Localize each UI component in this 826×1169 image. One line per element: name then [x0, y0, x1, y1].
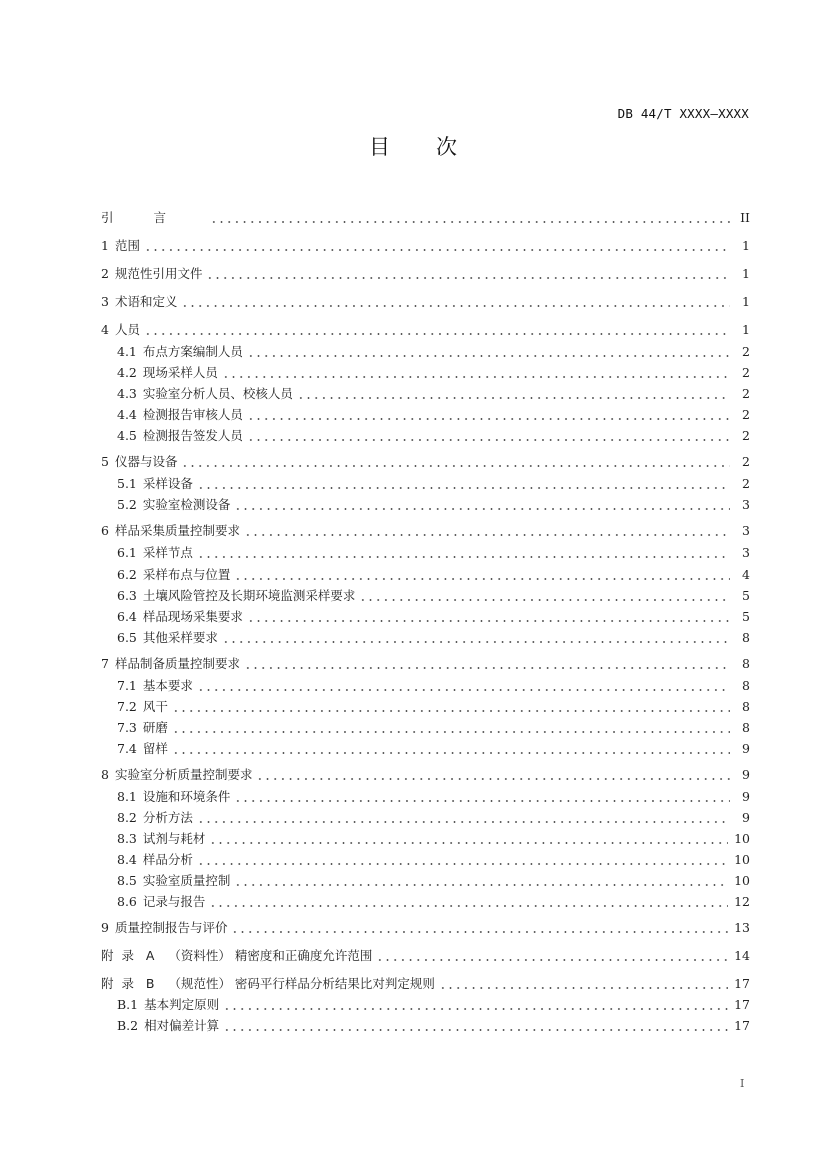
toc-entry[interactable] — [117, 677, 750, 695]
toc-entry[interactable] — [117, 719, 750, 737]
toc-entry-number: 6.3 — [117, 588, 137, 603]
toc-entry-page-number: 9 — [742, 767, 750, 782]
toc-entry-title: 采样节点 — [142, 545, 193, 560]
toc-entry[interactable] — [117, 587, 750, 605]
toc-entry-title: 采样布点与位置 — [142, 567, 231, 582]
toc-entry-page-number: 10 — [734, 831, 750, 846]
dot-leader — [197, 475, 730, 493]
toc-entry-number: 4.4 — [117, 407, 137, 422]
toc-entry[interactable] — [101, 919, 750, 937]
toc-entry-page-number: 8 — [742, 720, 750, 735]
dot-leader — [359, 587, 730, 605]
toc-entry-title: 留样 — [142, 741, 168, 756]
toc-entry-number: 5 — [101, 454, 109, 469]
toc-entry-page-number: 1 — [742, 266, 750, 281]
dot-leader — [247, 427, 730, 445]
toc-entry-number: 6.2 — [117, 567, 137, 582]
toc-entry-page-number: 13 — [734, 920, 750, 935]
toc-entry-page-number: 3 — [742, 545, 750, 560]
toc-entry[interactable] — [117, 698, 750, 716]
toc-entry-title: 检测报告签发人员 — [142, 428, 243, 443]
toc-entry-number: 4.1 — [117, 344, 137, 359]
toc-entry-page-number: 5 — [742, 609, 750, 624]
toc-entry[interactable] — [117, 544, 750, 562]
toc-entry-title: 术语和定义 — [114, 294, 178, 309]
toc-entry-number: 8.6 — [117, 894, 137, 909]
toc-entry-page-number: 4 — [742, 567, 750, 582]
toc-entry-page-number: 9 — [742, 810, 750, 825]
toc-entry-page-number: 17 — [734, 976, 750, 991]
dot-leader — [197, 809, 730, 827]
toc-entry-page-number: 9 — [742, 789, 750, 804]
toc-entry[interactable] — [117, 496, 750, 514]
toc-entry-page-number: II — [740, 210, 750, 225]
toc-entry-title: 规范性引用文件 — [114, 266, 203, 281]
toc-entry-page-number: 17 — [734, 997, 750, 1012]
toc-entry-page-number: 1 — [742, 238, 750, 253]
dot-leader — [209, 830, 728, 848]
toc-entry-number: 8.5 — [117, 873, 137, 888]
dot-leader — [231, 919, 728, 937]
toc-entry-title: 研磨 — [142, 720, 168, 735]
toc-entry-title: 检测报告审核人员 — [142, 407, 243, 422]
toc-entry-number: 4.2 — [117, 365, 137, 380]
dot-leader — [234, 566, 730, 584]
toc-entry-number: B.2 — [117, 1018, 139, 1033]
toc-entry-number: B.1 — [117, 997, 139, 1012]
dot-leader — [247, 343, 730, 361]
toc-entry[interactable] — [117, 872, 750, 890]
toc-entry-page-number: 3 — [742, 497, 750, 512]
toc-entry-page-number: 10 — [734, 873, 750, 888]
dot-leader — [247, 608, 730, 626]
toc-entry-number: 6.4 — [117, 609, 137, 624]
dot-leader — [244, 655, 730, 673]
toc-entry[interactable] — [117, 851, 750, 869]
dot-leader — [222, 629, 730, 647]
toc-entry-title: 土壤风险管控及长期环境监测采样要求 — [142, 588, 356, 603]
toc-entry-number: 9 — [101, 920, 109, 935]
toc-entry-title: 实验室分析人员、校核人员 — [142, 386, 293, 401]
toc-entry-page-number: 17 — [734, 1018, 750, 1033]
toc-entry-number: 4.5 — [117, 428, 137, 443]
toc-entry[interactable] — [117, 809, 750, 827]
dot-leader — [197, 544, 730, 562]
toc-entry-number: 7.1 — [117, 678, 137, 693]
dot-leader — [181, 453, 730, 471]
toc-entry-title: 实验室质量控制 — [142, 873, 231, 888]
toc-entry[interactable] — [117, 475, 750, 493]
toc-entry-number: 6 — [101, 523, 109, 538]
dot-leader — [197, 851, 728, 869]
dot-leader — [206, 265, 730, 283]
toc-entry-page-number: 2 — [742, 407, 750, 422]
dot-leader — [234, 788, 730, 806]
toc-entry-number: 3 — [101, 294, 109, 309]
toc-entry-title: 试剂与耗材 — [142, 831, 206, 846]
toc-entry-number: 附 录 A — [101, 948, 155, 963]
toc-entry-number: 5.2 — [117, 497, 137, 512]
dot-leader — [234, 872, 728, 890]
toc-entry-title: （资料性） 精密度和正确度允许范围 — [168, 948, 373, 963]
dot-leader — [209, 893, 728, 911]
toc-entry[interactable] — [117, 740, 750, 758]
toc-entry-page-number: 3 — [742, 523, 750, 538]
toc-entry-title: 设施和环境条件 — [142, 789, 231, 804]
toc-entry-page-number: 8 — [742, 630, 750, 645]
toc-entry-title: 样品制备质量控制要求 — [114, 656, 240, 671]
dot-leader — [244, 522, 730, 540]
toc-entry-number: 7 — [101, 656, 109, 671]
toc-entry[interactable] — [117, 343, 750, 361]
toc-entry-title: 现场采样人员 — [142, 365, 218, 380]
dot-leader — [376, 947, 728, 965]
toc-entry-title: 实验室分析质量控制要求 — [114, 767, 253, 782]
toc-entry-title: 布点方案编制人员 — [142, 344, 243, 359]
toc-entry[interactable] — [101, 453, 750, 471]
toc-entry[interactable] — [117, 385, 750, 403]
toc-entry-number: 7.2 — [117, 699, 137, 714]
title-char-2: 次 — [436, 135, 457, 159]
toc-entry[interactable] — [117, 788, 750, 806]
toc-entry[interactable] — [117, 1017, 750, 1035]
dot-leader — [172, 719, 730, 737]
toc-entry-title: 分析方法 — [142, 810, 193, 825]
toc-entry[interactable] — [101, 766, 750, 784]
toc-entry-title: 样品现场采集要求 — [142, 609, 243, 624]
toc-entry-page-number: 2 — [742, 454, 750, 469]
toc-entry-title: 样品分析 — [142, 852, 193, 867]
dot-leader — [197, 677, 730, 695]
toc-entry-page-number: 2 — [742, 428, 750, 443]
toc-entry-title: 风干 — [142, 699, 168, 714]
footer-page-number: I — [740, 1077, 745, 1090]
toc-entry-title: 人员 — [114, 322, 140, 337]
toc-entry[interactable] — [117, 406, 750, 424]
toc-entry-page-number: 2 — [742, 344, 750, 359]
toc-entry[interactable] — [117, 427, 750, 445]
toc-entry-number: 5.1 — [117, 476, 137, 491]
page-title — [0, 131, 826, 161]
toc-entry[interactable] — [117, 629, 750, 647]
toc-entry-number: 8 — [101, 767, 109, 782]
dot-leader — [181, 293, 730, 311]
dot-leader — [223, 996, 728, 1014]
toc-entry[interactable] — [101, 265, 750, 283]
toc-entry-page-number: 14 — [734, 948, 750, 963]
toc-entry-number: 6.5 — [117, 630, 137, 645]
title-char-1: 目 — [369, 135, 390, 159]
toc-entry[interactable] — [101, 947, 750, 965]
toc-entry[interactable] — [101, 237, 750, 255]
toc-entry[interactable] — [117, 893, 750, 911]
toc-entry[interactable] — [117, 608, 750, 626]
toc-entry-number: 8.1 — [117, 789, 137, 804]
toc-entry-page-number: 10 — [734, 852, 750, 867]
toc-entry-title: 相对偏差计算 — [144, 1018, 220, 1033]
toc-entry-page-number: 9 — [742, 741, 750, 756]
toc-entry-page-number: 2 — [742, 476, 750, 491]
toc-entry-number: 6.1 — [117, 545, 137, 560]
toc-entry[interactable] — [117, 364, 750, 382]
toc-entry-page-number: 1 — [742, 294, 750, 309]
toc-entry-title: 引言 — [101, 210, 207, 225]
toc-entry-title: 样品采集质量控制要求 — [114, 523, 240, 538]
dot-leader — [144, 321, 730, 339]
toc-entry-title: 其他采样要求 — [142, 630, 218, 645]
toc-entry-number: 8.2 — [117, 810, 137, 825]
toc-entry-number: 附 录 B — [101, 976, 155, 991]
toc-entry[interactable] — [117, 566, 750, 584]
toc-entry[interactable] — [101, 209, 750, 227]
toc-entry-number: 2 — [101, 266, 109, 281]
toc-entry[interactable] — [101, 293, 750, 311]
toc-entry[interactable] — [101, 975, 750, 993]
toc-entry[interactable] — [117, 830, 750, 848]
toc-entry-title: 记录与报告 — [142, 894, 206, 909]
dot-leader — [223, 1017, 728, 1035]
toc-entry-page-number: 8 — [742, 656, 750, 671]
dot-leader — [172, 740, 730, 758]
toc-entry[interactable] — [117, 996, 750, 1014]
toc-entry-title: 范围 — [114, 238, 140, 253]
toc-entry-page-number: 2 — [742, 386, 750, 401]
dot-leader — [210, 209, 730, 227]
toc-entry-title: 仪器与设备 — [114, 454, 178, 469]
toc-entry[interactable] — [101, 655, 750, 673]
toc-entry-page-number: 1 — [742, 322, 750, 337]
dot-leader — [439, 975, 728, 993]
toc-entry-title: 基本判定原则 — [144, 997, 220, 1012]
toc-entry-title: 采样设备 — [142, 476, 193, 491]
toc-entry-number: 4.3 — [117, 386, 137, 401]
dot-leader — [172, 698, 730, 716]
toc-entry-number: 8.3 — [117, 831, 137, 846]
toc-entry-number: 7.3 — [117, 720, 137, 735]
toc-entry-number: 8.4 — [117, 852, 137, 867]
dot-leader — [247, 406, 730, 424]
toc-entry-number: 1 — [101, 238, 109, 253]
toc-entry-title: （规范性） 密码平行样品分析结果比对判定规则 — [168, 976, 435, 991]
toc-entry-page-number: 2 — [742, 365, 750, 380]
dot-leader — [222, 364, 730, 382]
toc-entry-title: 实验室检测设备 — [142, 497, 231, 512]
toc-entry-title: 质量控制报告与评价 — [114, 920, 228, 935]
toc-entry[interactable] — [101, 321, 750, 339]
toc-entry-number: 7.4 — [117, 741, 137, 756]
dot-leader — [297, 385, 730, 403]
toc-entry-title: 基本要求 — [142, 678, 193, 693]
toc-entry-page-number: 12 — [734, 894, 750, 909]
document-code: DB 44/T XXXX—XXXX — [617, 106, 749, 121]
toc-entry-page-number: 8 — [742, 699, 750, 714]
dot-leader — [256, 766, 730, 784]
toc-entry-page-number: 8 — [742, 678, 750, 693]
toc-entry[interactable] — [101, 522, 750, 540]
toc-entry-number: 4 — [101, 322, 109, 337]
dot-leader — [144, 237, 730, 255]
toc-entry-page-number: 5 — [742, 588, 750, 603]
dot-leader — [234, 496, 730, 514]
